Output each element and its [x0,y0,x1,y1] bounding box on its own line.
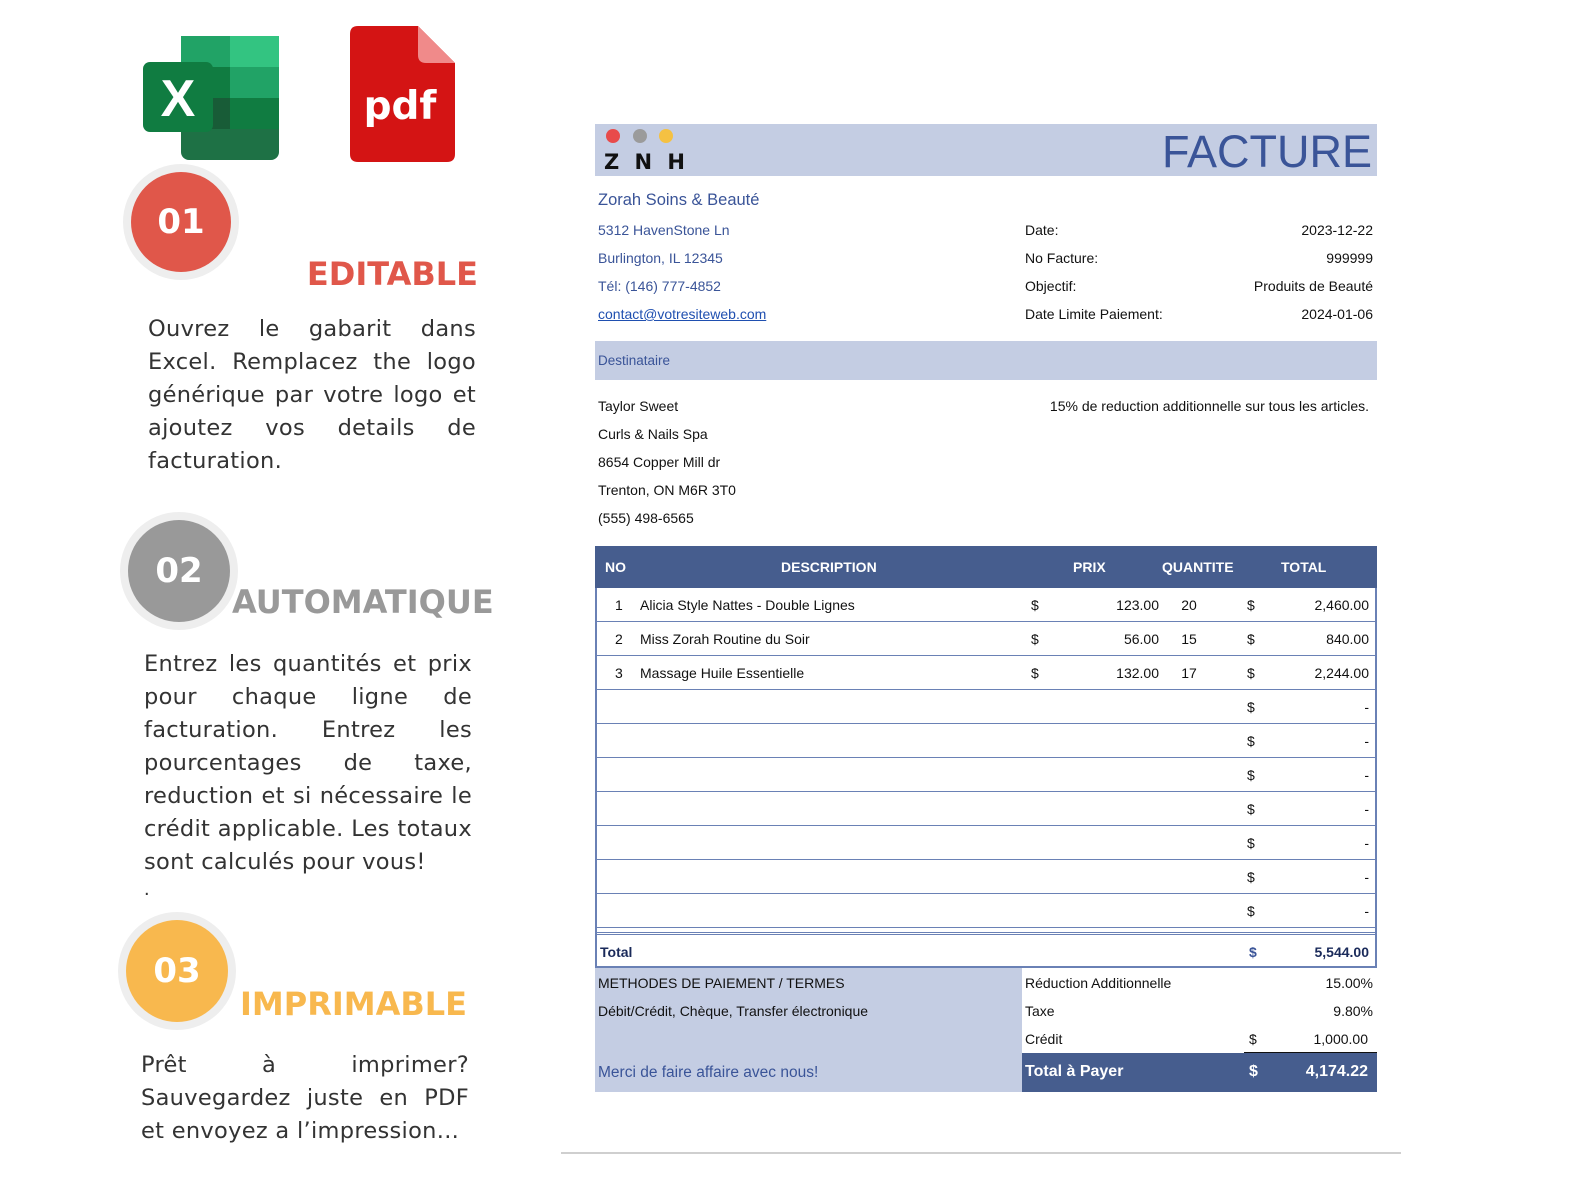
company-phone: Tél: (146) 777-4852 [598,278,721,294]
row-total-currency: $ [1247,767,1255,783]
row-description: Alicia Style Nattes - Double Lignes [640,597,855,613]
invoice-title: FACTURE [1161,126,1372,177]
row-price: 132.00 [1116,665,1159,681]
row-description: Massage Huile Essentielle [640,665,805,681]
credit-value: 1,000.00 [1313,1031,1368,1047]
row-total: 840.00 [1326,631,1369,647]
meta-due-value: 2024-01-06 [1301,306,1373,322]
header-quantity: QUANTITE [1162,559,1234,575]
amount-due-value: 4,174.22 [1305,1063,1368,1080]
row-total: - [1364,869,1369,885]
row-total: - [1364,767,1369,783]
feature-text-editable: Ouvrez le gabarit dans Excel. Remplacez the logo générique par votre logo et ajoutez vos details de facturation. [148,316,476,474]
feature-text-imprimable: Prêt à imprimer? Sauvegardez juste en PDF et envoyez a l’impression... [141,1052,469,1144]
row-total: - [1364,699,1369,715]
table-row [597,758,1377,792]
pdf-icon-label: pdf [363,84,437,129]
company-address-2: Burlington, IL 12345 [598,250,723,266]
row-total: - [1364,801,1369,817]
row-total-currency: $ [1247,631,1255,647]
company-email-link[interactable]: contact@votresiteweb.com [598,306,767,322]
row-price-currency: $ [1031,665,1039,681]
svg-text:X: X [160,70,196,128]
row-price-currency: $ [1031,597,1039,613]
recipient-label: Destinataire [598,353,671,368]
total-currency: $ [1249,944,1257,960]
yellow-dot-icon [659,129,673,143]
table-row [597,792,1377,826]
table-total-row [597,932,1375,966]
row-total-currency: $ [1247,665,1255,681]
recipient-name: Taylor Sweet [598,398,679,414]
row-total: - [1364,733,1369,749]
row-total-currency: $ [1247,733,1255,749]
row-total-currency: $ [1247,835,1255,851]
row-total: - [1364,835,1369,851]
step-02-number: 02 [155,551,203,591]
step-02-badge [128,520,230,622]
discount-value: 15.00% [1325,975,1373,991]
meta-date-label: Date: [1025,222,1059,238]
row-description: Miss Zorah Routine du Soir [640,631,810,647]
row-price: 123.00 [1116,597,1159,613]
meta-date-value: 2023-12-22 [1301,222,1373,238]
feature-title-editable: EDITABLE [306,255,478,293]
credit-label: Crédit [1025,1031,1063,1047]
header-no: NO [605,559,626,575]
payment-title: METHODES DE PAIEMENT / TERMES [598,975,845,991]
row-price-currency: $ [1031,631,1039,647]
items-table-header [595,546,1377,588]
step-01-number: 01 [157,202,205,242]
step-01-badge [131,172,231,272]
step-03-number: 03 [153,951,201,991]
thanks-message: Merci de faire affaire avec nous! [598,1064,819,1081]
header-price: PRIX [1073,559,1106,575]
feature-title-imprimable: IMPRIMABLE [240,985,467,1023]
amount-due-currency: $ [1249,1063,1258,1080]
row-total: 2,244.00 [1314,665,1369,681]
total-label: Total [600,944,633,960]
total-value: 5,544.00 [1314,944,1369,960]
invoice-note: 15% de reduction additionnelle sur tous les articles. [1049,398,1369,414]
feature-text-trailing: . [144,878,150,900]
company-address-1: 5312 HavenStone Ln [598,222,730,238]
row-total: - [1364,903,1369,919]
company-name: Zorah Soins & Beauté [598,191,760,209]
payment-methods: Débit/Crédit, Chèque, Transfer électronique [598,1003,869,1019]
bottom-divider [561,1152,1401,1154]
amount-due-label: Total à Payer [1025,1063,1124,1080]
feature-text-automatique: Entrez les quantités et prix pour chaque ligne de facturation. Entrez les pourcentages de taxe, reduction et si nécessaire le crédit applicable. Les totaux sont calculés pour vous! [144,651,472,875]
row-number: 1 [615,597,623,613]
header-total: TOTAL [1281,559,1327,575]
table-row [597,826,1377,860]
recipient-phone: (555) 498-6565 [598,510,694,526]
row-total-currency: $ [1247,869,1255,885]
step-03-badge [126,920,228,1022]
table-row [597,656,1377,690]
row-total-currency: $ [1247,801,1255,817]
discount-label: Réduction Additionnelle [1025,975,1172,991]
tax-value: 9.80% [1333,1003,1373,1019]
row-quantity: 20 [1181,597,1197,613]
pdf-icon [350,26,455,162]
row-price: 56.00 [1123,631,1159,647]
red-dot-icon [606,129,620,143]
row-quantity: 17 [1181,665,1197,681]
row-quantity: 15 [1181,631,1197,647]
table-row [597,690,1377,724]
feature-title-automatique: AUTOMATIQUE [232,583,494,621]
table-row [597,860,1377,894]
row-total-currency: $ [1247,597,1255,613]
meta-due-label: Date Limite Paiement: [1025,306,1163,322]
recipient-company: Curls & Nails Spa [598,426,708,442]
recipient-band [595,341,1377,380]
meta-purpose-value: Produits de Beauté [1253,278,1373,294]
meta-number-value: 999999 [1326,250,1373,266]
table-row [597,622,1377,656]
header-description: DESCRIPTION [781,559,877,575]
recipient-address-2: Trenton, ON M6R 3T0 [598,482,736,498]
row-number: 3 [615,665,623,681]
table-row [597,588,1377,622]
credit-currency: $ [1249,1031,1257,1047]
tax-label: Taxe [1025,1003,1055,1019]
meta-number-label: No Facture: [1025,250,1099,266]
meta-purpose-label: Objectif: [1025,278,1077,294]
row-total-currency: $ [1247,903,1255,919]
company-logo-text: Z N H [604,150,689,174]
row-total: 2,460.00 [1314,597,1369,613]
gray-dot-icon [633,129,647,143]
table-row [597,724,1377,758]
table-row [597,894,1377,928]
excel-icon [143,36,279,160]
row-number: 2 [615,631,623,647]
recipient-address-1: 8654 Copper Mill dr [598,454,721,470]
row-total-currency: $ [1247,699,1255,715]
